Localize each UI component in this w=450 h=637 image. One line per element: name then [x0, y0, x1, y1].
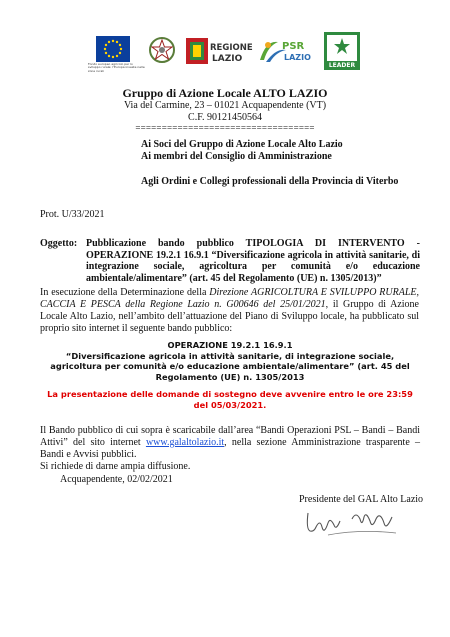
recipient-line: Ai membri del Consiglio di Amministrazione [141, 151, 332, 162]
subject-text: Pubblicazione bando pubblico TIPOLOGIA DI INTERVENTO - OPERAZIONE 19.2.1 16.9.1 “Diversificazione agricola in attività sanitarie, di integrazione sociale, agricoltura per comunità e/o educazione ambientale/alimentare” (art. 45 del Regolamento (UE) n. 1305/2013)” [86, 238, 420, 284]
intro-text: , il Gruppo di Azione Locale Alto Lazio, nell’ambito dell’attuazione del Piano di Sviluppo locale, ha pubblicato sul proprio sito internet il seguente bando pubblico: [40, 299, 419, 334]
psr-label: PSR [282, 41, 305, 52]
org-tax-code: C.F. 90121450564 [188, 112, 262, 123]
place-date: Acquapendente, 02/02/2021 [60, 474, 173, 485]
leader-label: LEADER [328, 62, 356, 69]
download-text: , nella sezione Amministrazione trasparente – Bandi e Avvisi pubblici. [40, 437, 420, 460]
intro-text: In esecuzione della Determinazione della [40, 287, 210, 298]
download-text: Il Bando pubblico di cui sopra è scaricabile dall’area “Bandi Operazioni PSL – Bandi – Bandi Attivi” del sito internet [40, 425, 420, 448]
subject-block [40, 238, 420, 284]
handwritten-signature [300, 505, 420, 541]
operation-title [40, 340, 420, 382]
subject-label: Oggetto: [40, 238, 78, 249]
psr-lazio-logo-icon [256, 36, 314, 66]
website-link[interactable]: www.galaltolazio.it [145, 437, 225, 448]
recipient-line: Ai Soci del Gruppo di Azione Locale Alto Lazio [141, 139, 343, 150]
operation-code: OPERAZIONE 19.2.1 16.9.1 [167, 340, 293, 350]
header-divider: ================================== [135, 123, 315, 133]
download-paragraph [40, 425, 420, 461]
regione-sub: LAZIO [212, 54, 243, 64]
regione-label: REGIONE [210, 43, 253, 53]
recipients-block [141, 139, 421, 163]
eu-caption: Fondo europeo agricolo per lo sviluppo rurale: l'Europa investe nelle zone rurali [88, 62, 145, 73]
psr-sub: LAZIO [284, 53, 311, 62]
operation-description: “Diversificazione agricola in attività sanitarie, di integrazione sociale, agricoltura per comunità e/o educazione ambientale/alimentare” (art. 45 del Regolamento (UE) n. 1305/2013 [50, 350, 410, 382]
org-address: Via del Carmine, 23 – 01021 Acquapendente (VT) [123, 100, 327, 111]
recipient-line: Agli Ordini e Collegi professionali della Provincia di Viterbo [141, 176, 399, 187]
eu-flag-icon [96, 36, 130, 62]
org-name: Gruppo di Azione Locale ALTO LAZIO [122, 86, 328, 100]
leader-logo-icon [324, 32, 360, 70]
italian-republic-emblem-icon [148, 35, 176, 65]
intro-determination: Direzione AGRICOLTURA E SVILUPPO RURALE, CACCIA E PESCA della Regione Lazio n. G00646 del 25/01/2021 [40, 287, 420, 310]
intro-paragraph [40, 287, 419, 335]
letterhead [0, 86, 450, 133]
diffusion-request: Si richiede di darne ampia diffusione. [40, 461, 191, 472]
deadline-notice: La presentazione delle domande di sostegno deve avvenire entro le ore 23:59 del 05/03/2021. [47, 389, 413, 410]
logo-strip [88, 30, 388, 72]
signer-title: Presidente del GAL Alto Lazio [299, 494, 424, 505]
regione-lazio-logo-icon [186, 36, 253, 66]
protocol-number: Prot. U/33/2021 [40, 209, 105, 220]
